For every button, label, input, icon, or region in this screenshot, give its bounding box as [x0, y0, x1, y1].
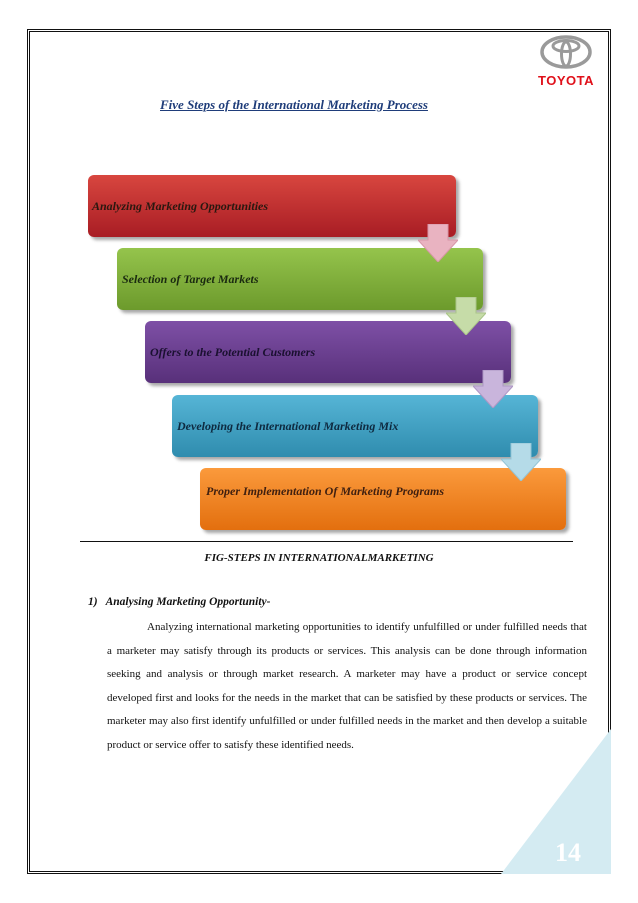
- section-number: 1): [88, 596, 98, 608]
- figure-caption: FIG-STEPS IN INTERNATIONALMARKETING: [204, 552, 434, 564]
- down-arrow-icon: [418, 224, 458, 262]
- step-label-5: Proper Implementation Of Marketing Programs: [206, 484, 445, 498]
- down-arrow-icon: [446, 297, 486, 335]
- step-label-4: Developing the International Marketing Mix: [177, 419, 399, 433]
- step-label-3: Offers to the Potential Customers: [150, 345, 316, 359]
- divider-line: [80, 541, 573, 542]
- body-paragraph-text: Analyzing international marketing opportunities to identify unfulfilled or under fulfilled needs that a marketer may satisfy through its products or services. This analysis can be done through information seeking and analysis or through market research. A marketer may have a product or service concept developed first and looks for the needs in the market that can be satisfied by these products or services. The marketer may also first identify unfulfilled or under fulfilled needs in the market and then develop a suitable product or service offer to satisfy these identified needs.: [107, 621, 587, 751]
- body-paragraph: [107, 616, 587, 758]
- step-box-1: [88, 175, 456, 237]
- step-label-1: Analyzing Marketing Opportunities: [92, 199, 269, 213]
- logo-wordmark: TOYOTA: [538, 73, 594, 88]
- page-title: Five Steps of the International Marketing Process: [160, 97, 428, 112]
- down-arrow-icon: [473, 370, 513, 408]
- section-heading-text: Analysing Marketing Opportunity-: [105, 596, 271, 608]
- section-heading: [88, 596, 270, 608]
- page-number: 14: [555, 838, 581, 867]
- down-arrow-icon: [501, 443, 541, 481]
- step-label-2: Selection of Target Markets: [122, 272, 259, 286]
